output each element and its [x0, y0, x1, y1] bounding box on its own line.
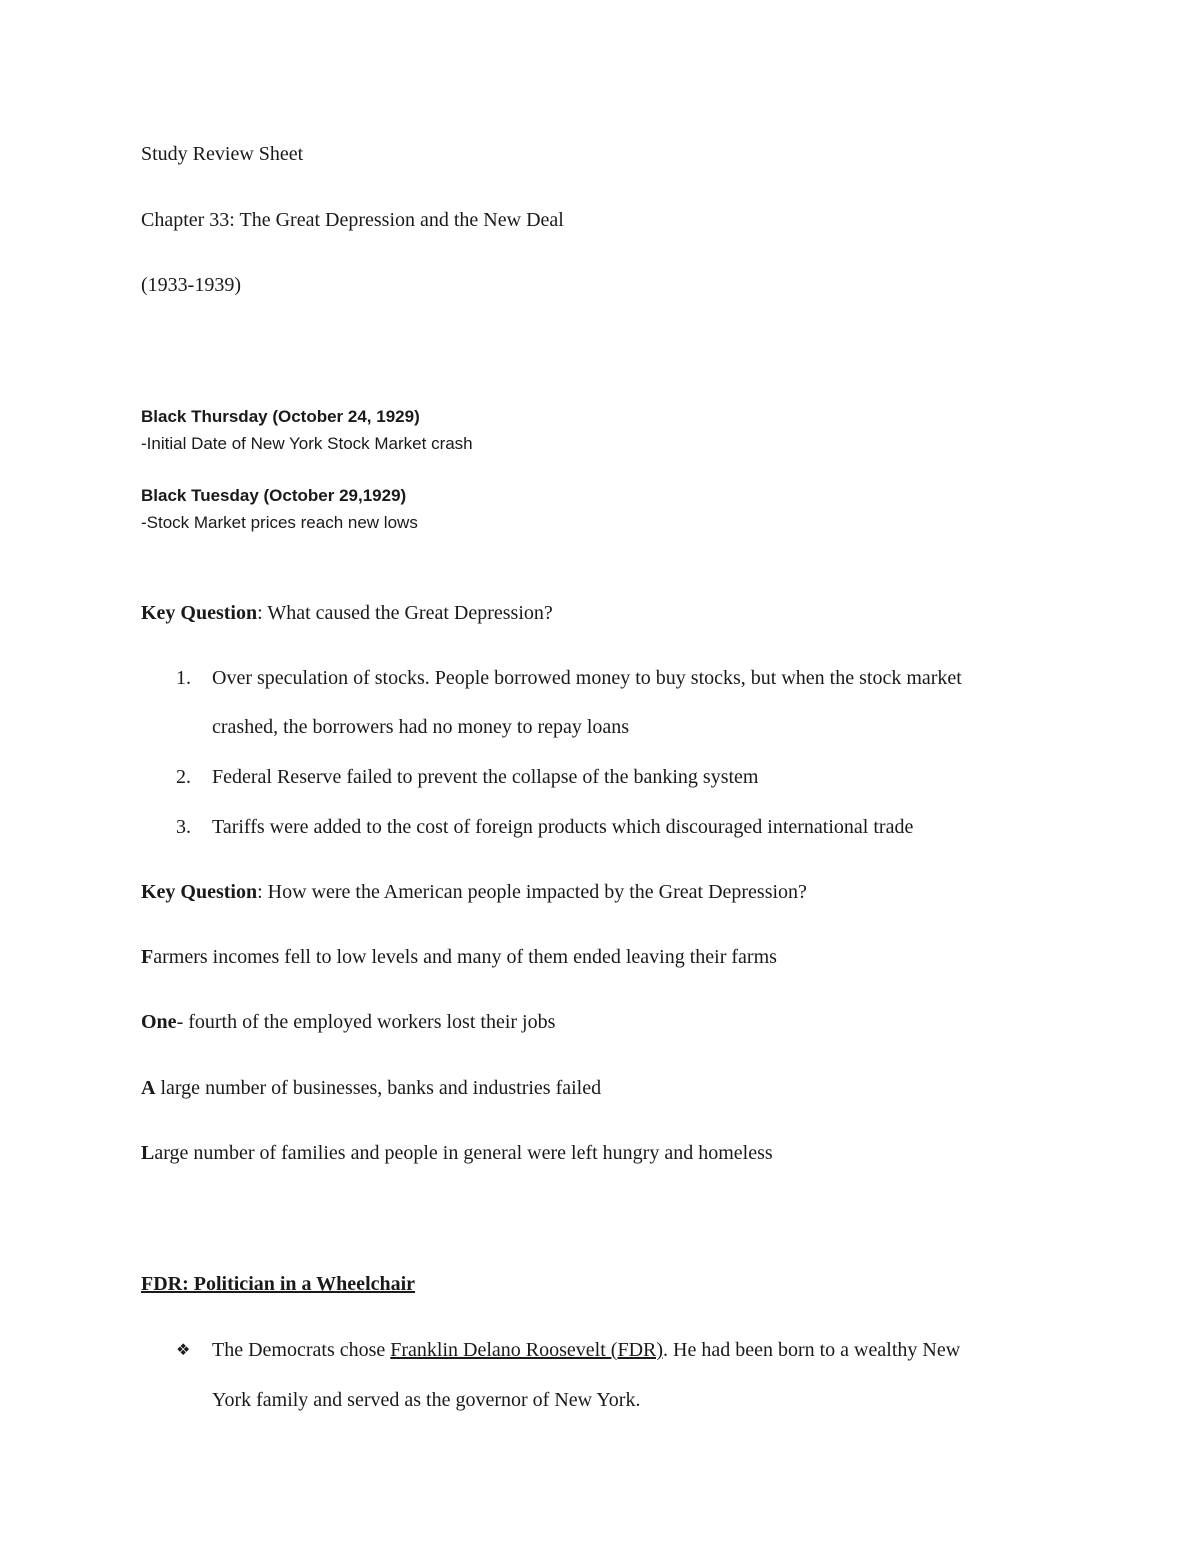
impact-rest: arge number of families and people in general were left hungry and homeless [154, 1142, 773, 1164]
impact-line [141, 1076, 601, 1100]
key-question-impacts [141, 880, 807, 904]
key-question-text: : How were the American people impacted by the Great Depression? [257, 881, 807, 903]
fdr-bullet-pre: The Democrats chose [212, 1339, 391, 1361]
impact-lead: F [141, 946, 154, 968]
event-heading-black-tuesday: Black Tuesday (October 29,1929) [141, 486, 407, 505]
chapter-years: (1933-1939) [141, 274, 241, 296]
list-number: 1. [176, 667, 191, 689]
impact-lead: L [141, 1142, 155, 1164]
list-item-text: Tariffs were added to the cost of foreign products which discouraged international trade [212, 816, 914, 838]
list-number: 2. [176, 766, 191, 788]
diamond-bullet-icon: ❖ [176, 1340, 191, 1359]
event-detail-black-tuesday: -Stock Market prices reach new lows [141, 513, 418, 532]
fdr-name: Franklin Delano Roosevelt (FDR) [390, 1339, 664, 1361]
key-question-label: Key Question [141, 602, 258, 624]
section-heading-fdr: FDR: Politician in a Wheelchair [141, 1273, 416, 1295]
impact-lead: One [141, 1011, 177, 1033]
fdr-bullet-text [212, 1338, 960, 1362]
key-question-label: Key Question [141, 881, 258, 903]
event-heading-black-thursday: Black Thursday (October 24, 1929) [141, 407, 420, 426]
impact-rest: large number of businesses, banks and industries failed [155, 1077, 602, 1099]
impact-line [141, 945, 777, 969]
impact-rest: - fourth of the employed workers lost their jobs [176, 1011, 556, 1033]
impact-lead: A [141, 1077, 156, 1099]
list-item-text: Federal Reserve failed to prevent the collapse of the banking system [212, 766, 759, 788]
event-detail-black-thursday: -Initial Date of New York Stock Market crash [141, 434, 473, 453]
list-number: 3. [176, 816, 191, 838]
list-item-text: Over speculation of stocks. People borrowed money to buy stocks, but when the stock market [212, 667, 962, 689]
fdr-bullet-post: . He had been born to a wealthy New [663, 1339, 961, 1361]
impact-rest: armers incomes fell to low levels and many of them ended leaving their farms [153, 946, 777, 968]
impact-line [141, 1141, 773, 1165]
key-question-causes [141, 601, 553, 625]
document-title: Study Review Sheet [141, 143, 304, 165]
list-item-text-continued: crashed, the borrowers had no money to repay loans [212, 716, 630, 738]
key-question-text: : What caused the Great Depression? [257, 602, 553, 624]
chapter-title: Chapter 33: The Great Depression and the New Deal [141, 209, 564, 231]
fdr-bullet-text-continued: York family and served as the governor of New York. [212, 1389, 641, 1411]
impact-line [141, 1010, 555, 1034]
